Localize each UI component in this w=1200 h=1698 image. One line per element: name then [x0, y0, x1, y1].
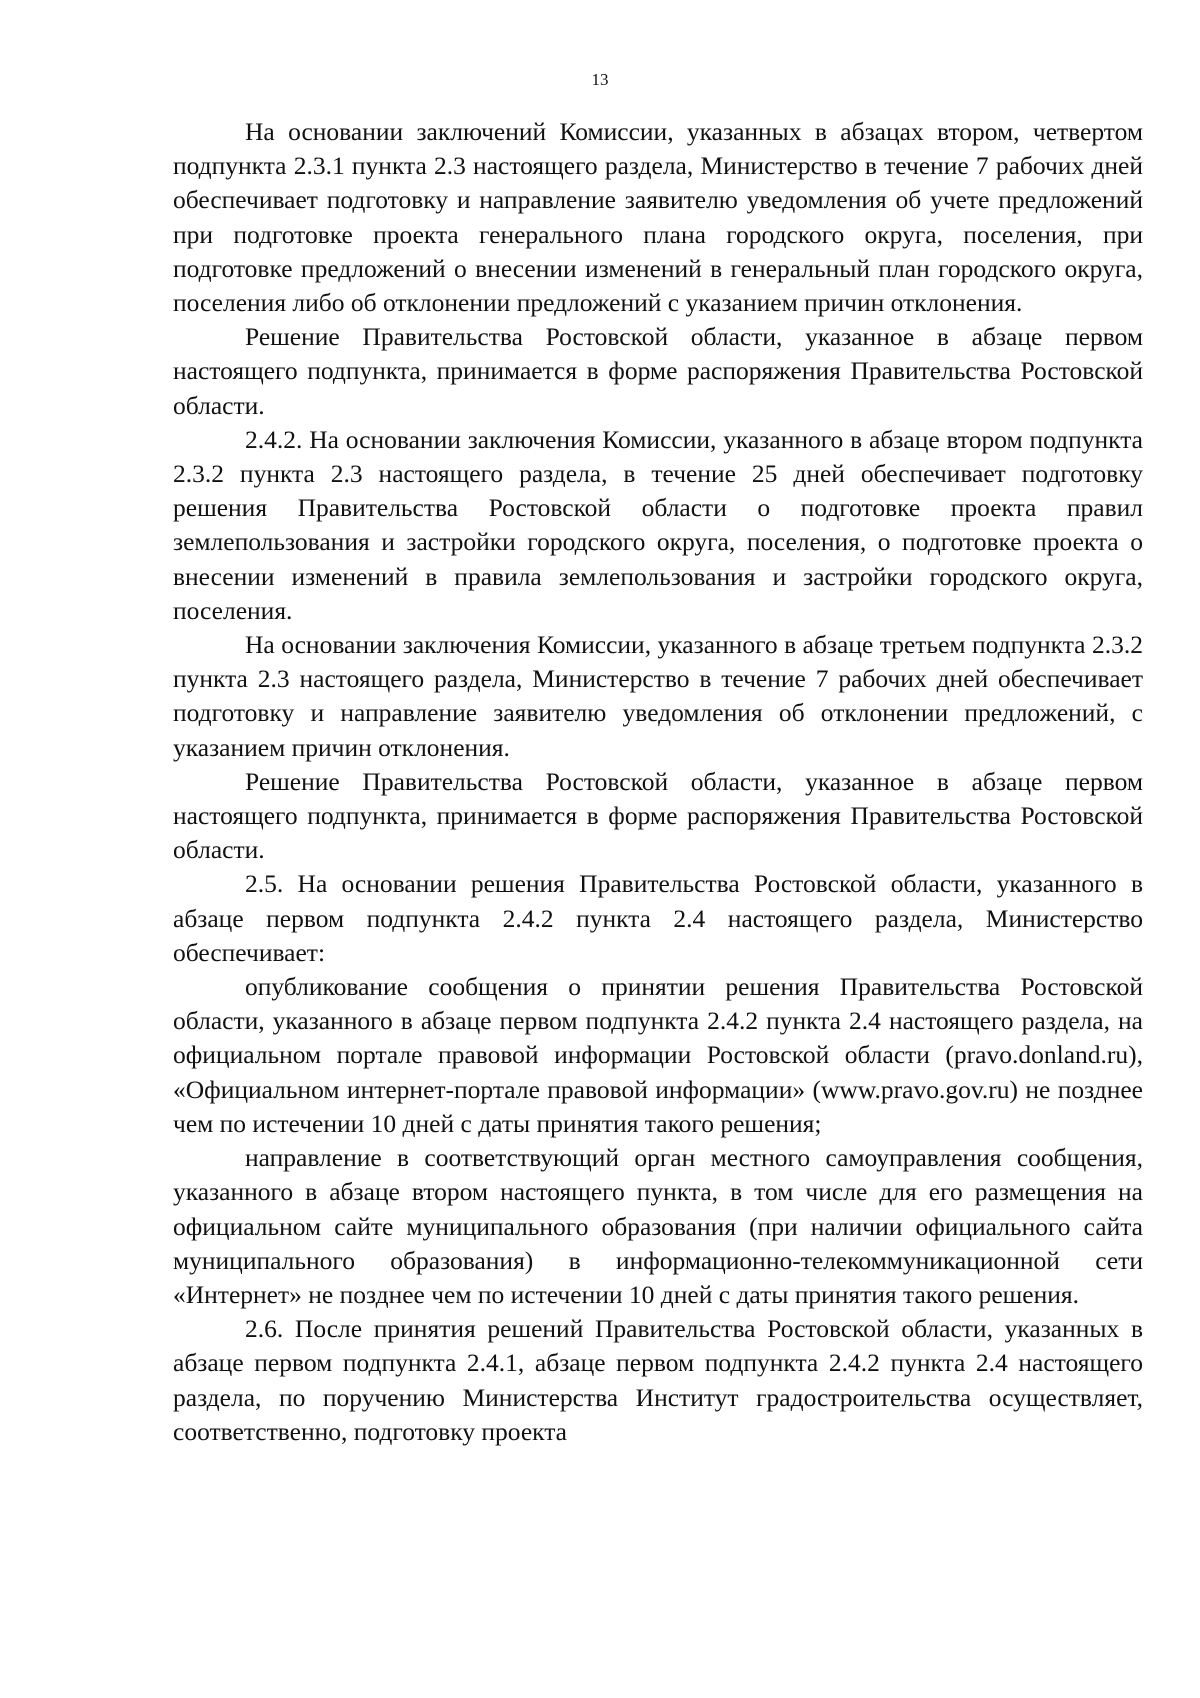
paragraph: 2.4.2. На основании заключения Комиссии, указанного в абзаце втором подпункта 2.3.2 пункта 2.3 настоящего раздела, в течение 25 дней обеспечивает подготовку решения Правительства Ростовской области о подготовке проекта правил землепользования и застройки городского округа, поселения, о подготовке проекта о внесении изменений в правила землепользования и застройки городского округа, поселения.: [173, 424, 1143, 625]
paragraph-continued: 2.6. После принятия решений Правительства Ростовской области, указанных в абзаце первом подпункта 2.4.1, абзаце первом подпункта 2.4.2 пункта 2.4 настоящего раздела, по поручению Министерства Институт градостроительства осуществляет, соответственно, подготовку проекта: [173, 1314, 1143, 1446]
paragraph: Решение Правительства Ростовской области, указанное в абзаце первом настоящего подпункта, принимается в форме распоряжения Правительства Ростовской области.: [173, 322, 1143, 420]
paragraph: На основании заключений Комиссии, указанных в абзацах втором, четвертом подпункта 2.3.1 пункта 2.3 настоящего раздела, Министерство в течение 7 рабочих дней обеспечивает подготовку и направление заявителю уведомления об учете предложений при подготовке проекта генерального плана городского округа, поселения, при подготовке предложений о внесении изменений в генеральный план городского округа, поселения либо об отклонении предложений с указанием причин отклонения.: [173, 117, 1143, 318]
paragraph: опубликование сообщения о принятии решения Правительства Ростовской области, указанного в абзаце первом подпункта 2.4.2 пункта 2.4 настоящего раздела, на официальном портале правовой информации Ростовской области (pravo.donland.ru), «Официальном интернет-портале правовой информации» (www.pravo.gov.ru) не позднее чем по истечении 10 дней с даты принятия такого решения;: [173, 972, 1143, 1138]
paragraph: направление в соответствующий орган местного самоуправления сообщения, указанного в абзаце втором настоящего пункта, в том числе для его размещения на официальном сайте муниципального образования (при наличии официального сайта муниципального образования) в информационно-телекоммуникационной сети «Интернет» не позднее чем по истечении 10 дней с даты принятия такого решения.: [173, 1143, 1143, 1309]
paragraph: 2.5. На основании решения Правительства Ростовской области, указанного в абзаце первом подпункта 2.4.2 пункта 2.4 настоящего раздела, Министерство обеспечивает:: [173, 869, 1143, 967]
paragraph: Решение Правительства Ростовской области, указанное в абзаце первом настоящего подпункта, принимается в форме распоряжения Правительства Ростовской области.: [173, 766, 1143, 865]
page-number: 13: [591, 70, 609, 89]
document-body: [173, 115, 1143, 1449]
paragraph: На основании заключения Комиссии, указанного в абзаце третьем подпункта 2.3.2 пункта 2.3 настоящего раздела, Министерство в течение 7 рабочих дней обеспечивает подготовку и направление заявителю уведомления об отклонении предложений, с указанием причин отклонения.: [173, 630, 1143, 762]
